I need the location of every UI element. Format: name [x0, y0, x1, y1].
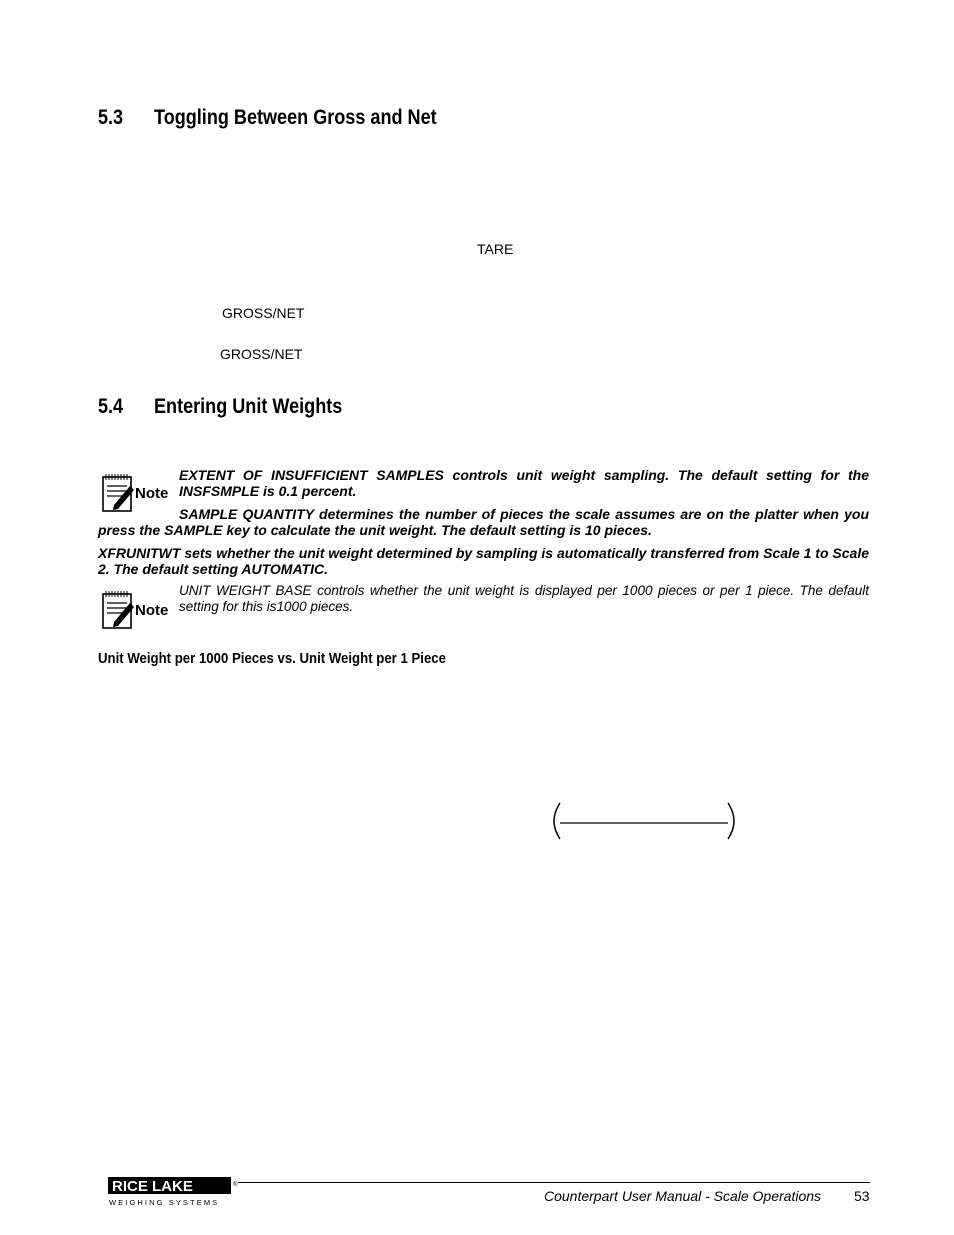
section-number: 5.3: [98, 106, 124, 129]
svg-text:WEIGHING SYSTEMS: WEIGHING SYSTEMS: [109, 1198, 220, 1207]
gross-net-key-label: GROSS/NET: [220, 346, 303, 362]
rice-lake-logo: [108, 1174, 238, 1213]
note-sample-quantity: SAMPLE QUANTITY determines the number of pieces the scale assumes are on the platter when you press the SAMPLE key to calculate the unit weight. The default setting is 10 pieces.: [98, 506, 869, 538]
note-xfrunitwt: XFRUNITWT sets whether the unit weight determined by sampling is automatically transferred from Scale 1 to Scale 2. The default setting AUTOMATIC.: [98, 545, 869, 577]
footer-manual-title: Counterpart User Manual - Scale Operations: [544, 1188, 822, 1204]
svg-text:®: ®: [233, 1182, 238, 1188]
section-number: 5.4: [98, 395, 124, 418]
gross-net-key-label: GROSS/NET: [222, 305, 305, 321]
note-label: Note: [135, 602, 169, 619]
note-label: Note: [135, 485, 169, 502]
tare-key-label: TARE: [477, 241, 514, 257]
note-insufficient-samples: EXTENT OF INSUFFICIENT SAMPLES controls unit weight sampling. The default setting for the INSFSMPLE is 0.1 percent.: [179, 467, 869, 499]
note-unit-weight-base: UNIT WEIGHT BASE controls whether the unit weight is displayed per 1000 pieces or per 1 piece. The default setting for this is1000 pieces.: [179, 583, 869, 614]
svg-text:RICE LAKE: RICE LAKE: [112, 1178, 193, 1195]
formula-divider-graphic: [546, 800, 742, 847]
section-title: Toggling Between Gross and Net: [154, 106, 437, 129]
note-icon: [100, 589, 174, 629]
page-number: 53: [854, 1188, 870, 1204]
footer-rule: [238, 1182, 870, 1183]
subheading: Unit Weight per 1000 Pieces vs. Unit Weight per 1 Piece: [98, 650, 446, 667]
section-title: Entering Unit Weights: [154, 395, 343, 418]
